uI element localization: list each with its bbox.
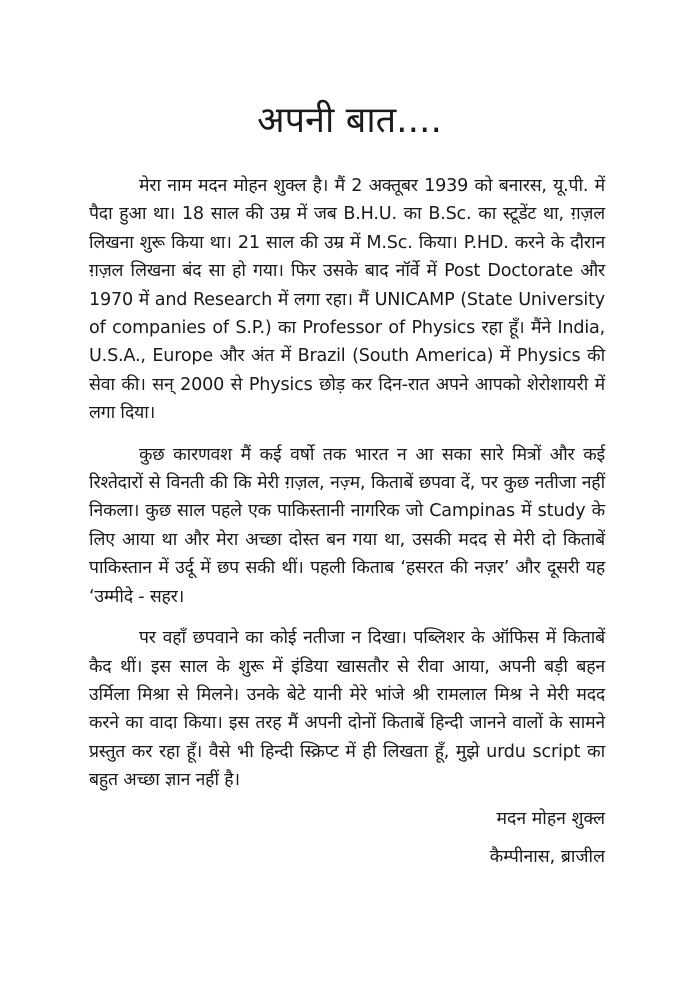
author-signature-name: मदन मोहन शुक्ल (496, 809, 605, 829)
page-title: अपनी बात.... (257, 100, 442, 141)
body-text (89, 172, 605, 795)
author-signature-place: कैम्पीनास, ब्राजील (489, 847, 605, 867)
paragraph-1: मेरा नाम मदन मोहन शुक्ल है। मैं 2 अक्तूबर 1939 को बनारस, यू.पी. में पैदा हुआ था। 18 साल की उम्र में जब B.H.U. का B.Sc. का स्टूडेंट था, ग़ज़ल लिखना शुरू किया था। 21 साल की उम्र में M.Sc. किया। P.HD. करने के दौरान ग़ज़ल लिखना बंद सा हो गया। फिर उसके बाद नॉर्वे में Post Doctorate और 1970 में and Research में लगा रहा। मैं UNICAMP (State University of companies of S.P.) का Professor of Physics रहा हूँ। मैंने India, U.S.A., Europe और अंत में Brazil (South America) में Physics की सेवा की। सन् 2000 से Physics छोड़ कर दिन-रात अपने आपको शेरोशायरी में लगा दिया। (89, 176, 605, 424)
paragraph-2: कुछ कारणवश मैं कई वर्षो तक भारत न आ सका सारे मित्रों और कई रिश्तेदारों से विनती की कि मेरी ग़ज़ल, नज़्म, किताबें छपवा दें, पर कुछ नतीजा नहीं निकला। कुछ साल पहले एक पाकिस्तानी नागरिक जो Campinas में study के लिए आया था और मेरा अच्छा दोस्त बन गया था, उसकी मदद से मेरी दो किताबें पाकिस्तान में उर्दू में छप सकी थीं। पहली किताब ‘हसरत की नज़र’ और दूसरी यह ‘उम्मीदे - सहर। (89, 444, 605, 607)
paragraph-3: पर वहाँ छपवाने का कोई नतीजा न दिखा। पब्लिशर के ऑफिस में किताबें कैद थीं। इस साल के शुरू में इंडिया खासतौर से रीवा आया, अपनी बड़ी बहन उर्मिला मिश्रा से मिलने। उनके बेटे यानी मेरे भांजे श्री रामलाल मिश्र ने मेरी मदद करने का वादा किया। इस तरह मैं अपनी दोनों किताबें हिन्दी जानने वालों के सामने प्रस्तुत कर रहा हूँ। वैसे भी हिन्दी स्क्रिप्ट में ही लिखता हूँ, मुझे urdu script का बहुत अच्छा ज्ञान नहीं है। (89, 628, 605, 791)
